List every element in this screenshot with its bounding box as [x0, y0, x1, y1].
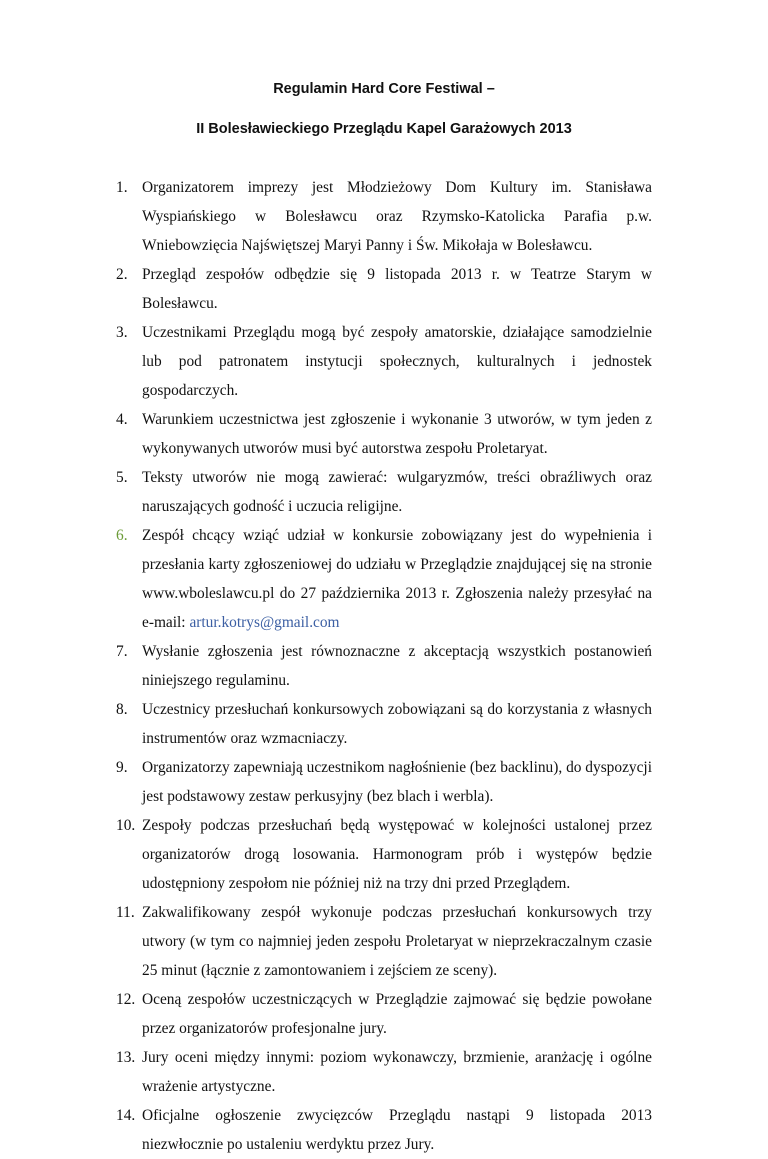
rule-number: 9.: [116, 759, 128, 776]
rule-text: Oceną zespołów uczestniczących w Przeglądzie zajmować się będzie powołane przez organizatorów profesjonalne jury.: [142, 991, 652, 1037]
rule-item: [116, 173, 652, 260]
rule-number: 4.: [116, 411, 128, 428]
rule-item: [116, 898, 652, 985]
rule-item: [116, 521, 652, 637]
rule-text: Zespół chcący wziąć udział w konkursie zobowiązany jest do wypełnienia i przesłania karty zgłoszeniowej do udziału w Przeglądzie znajdującej się na stronie www.wboleslawcu.pl do 27 października 2013 r. Zgłoszenia należy przesyłać na e-mail:: [142, 527, 652, 631]
email-link[interactable]: artur.kotrys@gmail.com: [189, 614, 340, 631]
rule-text: Organizatorem imprezy jest Młodzieżowy Dom Kultury im. Stanisława Wyspiańskiego w Bolesławcu oraz Rzymsko-Katolicka Parafia p.w. Wniebowzięcia Najświętszej Maryi Panny i Św. Mikołaja w Bolesławcu.: [142, 179, 652, 254]
rule-number: 8.: [116, 701, 128, 718]
rule-number: 13.: [116, 1049, 136, 1066]
rule-item: [116, 318, 652, 405]
rule-item: [116, 637, 652, 695]
rule-text: Wysłanie zgłoszenia jest równoznaczne z akceptacją wszystkich postanowień niniejszego regulaminu.: [142, 643, 652, 689]
rule-number: 2.: [116, 266, 128, 283]
rule-text: Uczestnicy przesłuchań konkursowych zobowiązani są do korzystania z własnych instrumentów oraz wzmacniaczy.: [142, 701, 652, 747]
rule-item: [116, 695, 652, 753]
rule-number: 12.: [116, 991, 136, 1008]
rule-text: Przegląd zespołów odbędzie się 9 listopada 2013 r. w Teatrze Starym w Bolesławcu.: [142, 266, 652, 312]
rule-number: 10.: [116, 817, 136, 834]
rule-item: [116, 260, 652, 318]
rule-number: 1.: [116, 179, 128, 196]
rule-item: [116, 753, 652, 811]
rule-item: [116, 405, 652, 463]
rule-item: [116, 811, 652, 898]
rule-text: Jury oceni między innymi: poziom wykonawczy, brzmienie, aranżację i ogólne wrażenie artystyczne.: [142, 1049, 652, 1095]
rule-number: 7.: [116, 643, 128, 660]
rule-item: [116, 1101, 652, 1159]
rule-number: 11.: [116, 904, 135, 921]
document-subtitle: II Bolesławieckiego Przeglądu Kapel Garażowych 2013: [196, 121, 572, 137]
rule-text: Zakwalifikowany zespół wykonuje podczas przesłuchań konkursowych trzy utwory (w tym co najmniej jeden zespołu Proletaryat w nieprzekraczalnym czasie 25 minut (łącznie z zamontowaniem i zejściem ze sceny).: [142, 904, 652, 979]
rule-number: 3.: [116, 324, 128, 341]
rule-text: Organizatorzy zapewniają uczestnikom nagłośnienie (bez backlinu), do dyspozycji jest podstawowy zestaw perkusyjny (bez blach i werbla).: [142, 759, 652, 805]
rule-text: Oficjalne ogłoszenie zwycięzców Przeglądu nastąpi 9 listopada 2013 niezwłocznie po ustaleniu werdyktu przez Jury.: [142, 1107, 652, 1153]
rule-number: 14.: [116, 1107, 136, 1124]
rule-text: Warunkiem uczestnictwa jest zgłoszenie i wykonanie 3 utworów, w tym jeden z wykonywanych utworów musi być autorstwa zespołu Proletaryat.: [142, 411, 652, 457]
rule-number: 6.: [116, 527, 128, 544]
rule-item: [116, 1043, 652, 1101]
rules-list: [116, 173, 652, 1159]
rule-text: Uczestnikami Przeglądu mogą być zespoły amatorskie, działające samodzielnie lub pod patronatem instytucji społecznych, kulturalnych i jednostek gospodarczych.: [142, 324, 652, 399]
document-title: Regulamin Hard Core Festiwal –: [273, 81, 495, 97]
rule-item: [116, 463, 652, 521]
rule-text: Teksty utworów nie mogą zawierać: wulgaryzmów, treści obraźliwych oraz naruszających godność i uczucia religijne.: [142, 469, 652, 515]
rule-number: 5.: [116, 469, 128, 486]
rule-text: Zespoły podczas przesłuchań będą występować w kolejności ustalonej przez organizatorów drogą losowania. Harmonogram prób i występów będzie udostępniony zespołom nie później niż na trzy dni przed Przeglądem.: [142, 817, 652, 892]
